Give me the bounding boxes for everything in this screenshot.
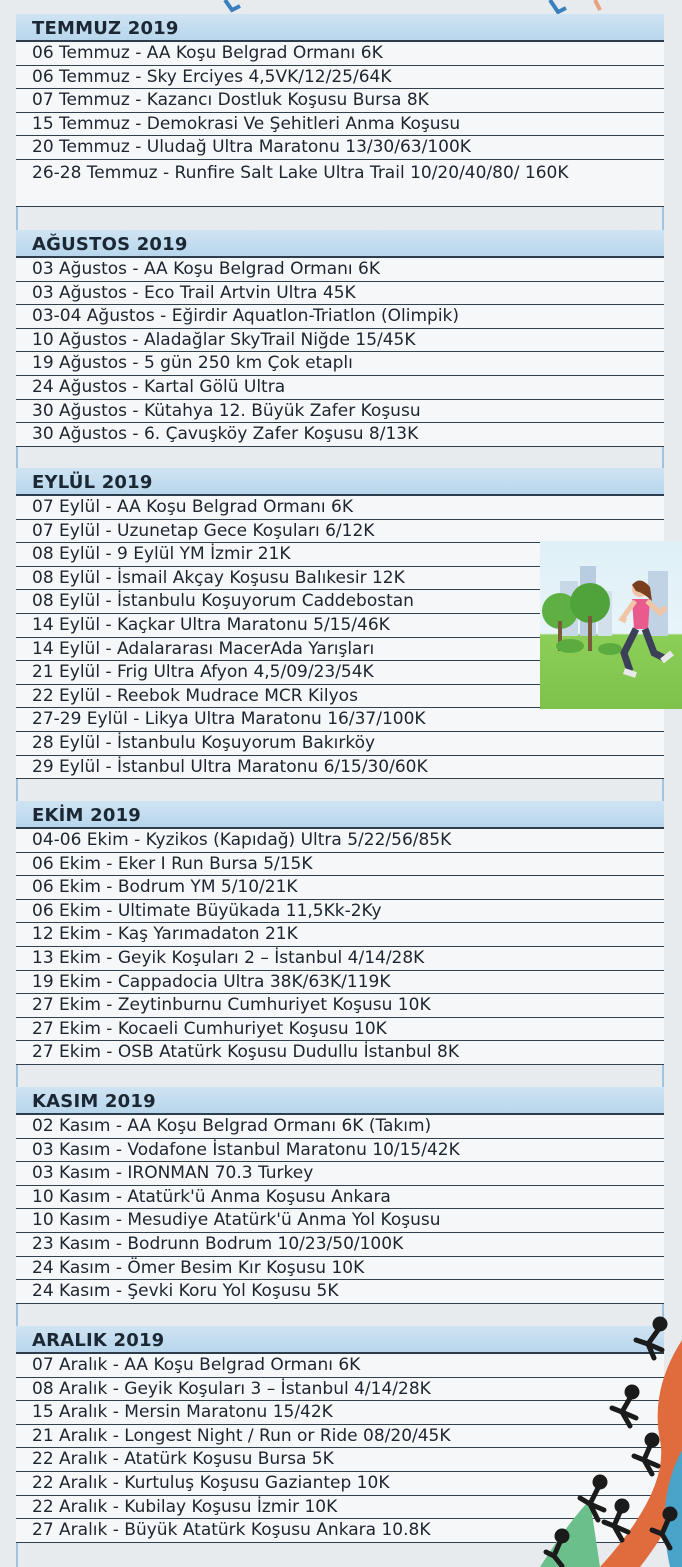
event-row: 28 Eylül - İstanbulu Koşuyorum Bakırköy <box>16 732 664 756</box>
event-row: 30 Ağustos - 6. Çavuşköy Zafer Koşusu 8/13K <box>16 423 664 447</box>
event-row: 15 Temmuz - Demokrasi Ve Şehitleri Anma Koşusu <box>16 113 664 137</box>
event-row: 07 Eylül - Uzunetap Gece Koşuları 6/12K <box>16 520 664 544</box>
event-row: 06 Temmuz - Sky Erciyes 4,5VK/12/25/64K <box>16 66 664 90</box>
event-row: 03 Kasım - IRONMAN 70.3 Turkey <box>16 1162 664 1186</box>
section-title: KASIM 2019 <box>16 1087 664 1115</box>
event-row: 22 Aralık - Kubilay Koşusu İzmir 10K <box>16 1496 664 1520</box>
event-row: 20 Temmuz - Uludağ Ultra Maratonu 13/30/63/100K <box>16 136 664 160</box>
event-row: 24 Ağustos - Kartal Gölü Ultra <box>16 376 664 400</box>
event-row: 26-28 Temmuz - Runfire Salt Lake Ultra Trail 10/20/40/80/ 160K <box>16 160 664 207</box>
event-row: 21 Eylül - Frig Ultra Afyon 4,5/09/23/54K <box>16 661 664 685</box>
event-row: 07 Aralık - AA Koşu Belgrad Ormanı 6K <box>16 1354 664 1378</box>
event-row: 27 Ekim - Kocaeli Cumhuriyet Koşusu 10K <box>16 1018 664 1042</box>
section-temmuz <box>16 14 664 207</box>
runner-park-image <box>540 541 682 709</box>
event-row: 30 Ağustos - Kütahya 12. Büyük Zafer Koşusu <box>16 400 664 424</box>
event-row: 06 Temmuz - AA Koşu Belgrad Ormanı 6K <box>16 42 664 66</box>
event-row: 03-04 Ağustos - Eğirdir Aquatlon-Triatlon (Olimpik) <box>16 305 664 329</box>
event-row: 27 Ekim - OSB Atatürk Koşusu Dudullu İstanbul 8K <box>16 1041 664 1065</box>
event-row: 03 Ağustos - Eco Trail Artvin Ultra 45K <box>16 282 664 306</box>
event-row: 21 Aralık - Longest Night / Run or Ride 08/20/45K <box>16 1425 664 1449</box>
climbers-illustration <box>540 1300 682 1567</box>
event-row: 22 Aralık - Atatürk Koşusu Bursa 5K <box>16 1448 664 1472</box>
event-row: 10 Ağustos - Aladağlar SkyTrail Niğde 15/45K <box>16 329 664 353</box>
event-row: 06 Ekim - Eker I Run Bursa 5/15K <box>16 853 664 877</box>
event-row: 04-06 Ekim - Kyzikos (Kapıdağ) Ultra 5/22/56/85K <box>16 829 664 853</box>
event-row: 14 Eylül - Kaçkar Ultra Maratonu 5/15/46K <box>16 614 664 638</box>
section-agustos <box>16 230 664 447</box>
event-row: 24 Kasım - Ömer Besim Kır Koşusu 10K <box>16 1257 664 1281</box>
event-row: 03 Kasım - Vodafone İstanbul Maratonu 10/15/42K <box>16 1139 664 1163</box>
event-row: 06 Ekim - Bodrum YM 5/10/21K <box>16 876 664 900</box>
section-title: EKİM 2019 <box>16 801 664 829</box>
event-row: 02 Kasım - AA Koşu Belgrad Ormanı 6K (Takım) <box>16 1115 664 1139</box>
event-row: 29 Eylül - İstanbul Ultra Maratonu 6/15/30/60K <box>16 756 664 780</box>
event-row: 08 Eylül - İstanbulu Koşuyorum Caddebostan <box>16 590 664 614</box>
event-row: 08 Aralık - Geyik Koşuları 3 – İstanbul 4/14/28K <box>16 1378 664 1402</box>
event-row: 07 Temmuz - Kazancı Dostluk Koşusu Bursa 8K <box>16 89 664 113</box>
event-row: 27 Aralık - Büyük Atatürk Koşusu Ankara 10.8K <box>16 1519 664 1543</box>
event-row: 08 Eylül - 9 Eylül YM İzmir 21K <box>16 543 664 567</box>
event-row: 22 Eylül - Reebok Mudrace MCR Kilyos <box>16 685 664 709</box>
event-row: 14 Eylül - Adalararası MacerAda Yarışları <box>16 638 664 662</box>
event-row: 15 Aralık - Mersin Maratonu 15/42K <box>16 1401 664 1425</box>
event-row: 10 Kasım - Atatürk'ü Anma Koşusu Ankara <box>16 1186 664 1210</box>
section-title: ARALIK 2019 <box>16 1326 664 1354</box>
section-title: TEMMUZ 2019 <box>16 14 664 42</box>
runner-park-illustration <box>540 541 682 709</box>
event-row: 24 Kasım - Şevki Koru Yol Koşusu 5K <box>16 1280 664 1304</box>
event-row: 27 Ekim - Zeytinburnu Cumhuriyet Koşusu 10K <box>16 994 664 1018</box>
event-row: 07 Eylül - AA Koşu Belgrad Ormanı 6K <box>16 496 664 520</box>
section-kasim <box>16 1087 664 1304</box>
event-row: 23 Kasım - Bodrunn Bodrum 10/23/50/100K <box>16 1233 664 1257</box>
section-ekim <box>16 801 664 1065</box>
event-row: 12 Ekim - Kaş Yarımadaton 21K <box>16 923 664 947</box>
event-row: 08 Eylül - İsmail Akçay Koşusu Balıkesir 12K <box>16 567 664 591</box>
section-title: EYLÜL 2019 <box>16 468 664 496</box>
event-row: 10 Kasım - Mesudiye Atatürk'ü Anma Yol Koşusu <box>16 1209 664 1233</box>
section-title: AĞUSTOS 2019 <box>16 230 664 258</box>
event-row: 13 Ekim - Geyik Koşuları 2 – İstanbul 4/14/28K <box>16 947 664 971</box>
event-row: 22 Aralık - Kurtuluş Koşusu Gaziantep 10K <box>16 1472 664 1496</box>
event-row: 19 Ekim - Cappadocia Ultra 38K/63K/119K <box>16 971 664 995</box>
event-row: 27-29 Eylül - Likya Ultra Maratonu 16/37/100K <box>16 708 664 732</box>
top-runners-illustration <box>200 0 682 14</box>
event-row: 03 Ağustos - AA Koşu Belgrad Ormanı 6K <box>16 258 664 282</box>
event-row: 06 Ekim - Ultimate Büyükada 11,5Kk-2Ky <box>16 900 664 924</box>
event-row: 19 Ağustos - 5 gün 250 km Çok etaplı <box>16 352 664 376</box>
